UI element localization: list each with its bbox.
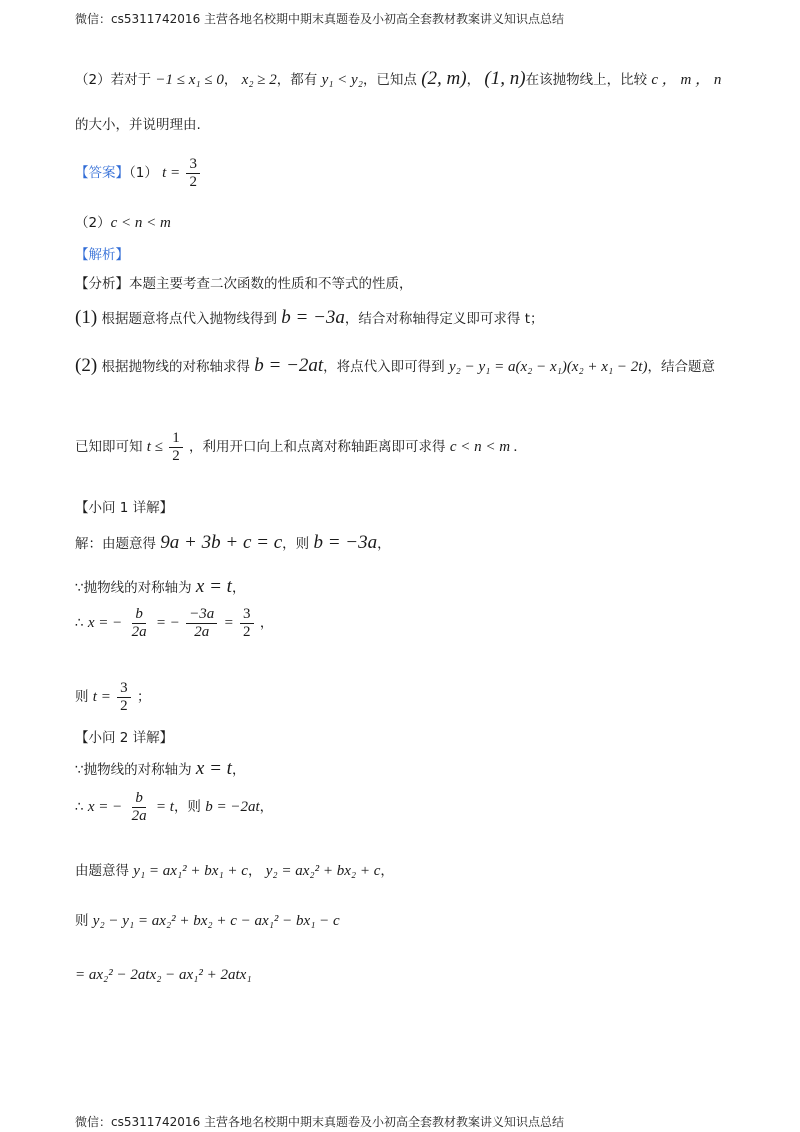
detail2-title: 【小问 2 详解】 xyxy=(75,730,174,746)
analysis-step2: (2) 根据抛物线的对称轴求得 b = −2at，将点代入即可得到 y₂ − y₁ = a(x₂ − x₁)(x₂ + x₁ − 2t)，结合题意 xyxy=(75,355,715,376)
detail2-line4: 则 y₂ − y₁ = ax₂² + bx₂ + c − ax₁² − bx₁ − c xyxy=(75,913,340,929)
footer-watermark: 微信：cs5311742016 主营各地名校期中期末真题卷及小初高全套教材教案讲义知识点总结 xyxy=(75,1115,565,1129)
analysis-step1: (1) 根据题意将点代入抛物线得到 b = −3a，结合对称轴得定义即可求得 t； xyxy=(75,307,544,328)
detail1-line1: 解：由题意得 9a + 3b + c = c，则 b = −3a， xyxy=(75,532,391,553)
answer-line2: （2）c < n < m xyxy=(75,215,171,231)
analysis-intro: 【分析】本题主要考查二次函数的性质和不等式的性质， xyxy=(75,276,413,292)
point-1-n: (1, n) xyxy=(484,68,526,89)
detail1-line3: ∴ x = − $\frac{b}{2a}$ = − $\frac{-3a}{2a}$ = $\frac{3}{2}$ ， xyxy=(75,606,274,640)
detail1-line4: 则 t = $\frac{3}{2}$ ； xyxy=(75,680,151,714)
fraction-3-2: $\frac{3}{2}$ xyxy=(186,156,200,190)
question-part2-line2: 的大小，并说明理由. xyxy=(75,117,201,133)
analysis-tag: 【解析】 xyxy=(75,247,129,263)
header-watermark: 微信：cs5311742016 主营各地名校期中期末真题卷及小初高全套教材教案讲义知识点总结 xyxy=(75,12,565,26)
detail2-line3: 由题意得 y₁ = ax₁² + bx₁ + c， y₂ = ax₂² + bx₂ + c， xyxy=(75,863,394,879)
answer-line1: 【答案】（1） t = $\frac{3}{2}$ xyxy=(75,156,725,190)
analysis-step2-cont: 已知即可知 t ≤ $\frac{1}{2}$ ，利用开口向上和点离对称轴距离即可求得 c < n < m . xyxy=(75,430,518,464)
condition-x2: x₂ ≥ 2 xyxy=(241,72,277,88)
fraction-1-2: $\frac{1}{2}$ xyxy=(169,430,183,464)
detail1-line2: ∵抛物线的对称轴为 x = t， xyxy=(75,576,246,597)
compare-vars: c ， m ， n xyxy=(651,72,722,88)
detail2-line1: ∵抛物线的对称轴为 x = t， xyxy=(75,758,246,779)
detail2-line2: ∴ x = − $\frac{b}{2a}$ = t，则 b = −2at， xyxy=(75,790,274,824)
condition-x1: −1 ≤ x₁ ≤ 0 xyxy=(155,72,224,88)
question-part2-line1: （2）若对于 −1 ≤ x₁ ≤ 0， x₂ ≥ 2，都有 y₁ < y₂，已知点 (2, m)， (1, n)在该抛物线上，比较 c ， m ， n xyxy=(75,68,722,89)
point-2-m: (2, m) xyxy=(421,68,467,89)
condition-y: y₁ < y₂ xyxy=(321,72,363,88)
answer-tag: 【答案】 xyxy=(75,165,129,181)
detail1-title: 【小问 1 详解】 xyxy=(75,500,174,516)
detail2-line5: = ax₂² − 2atx₂ − ax₁² + 2atx₁ xyxy=(75,967,252,983)
